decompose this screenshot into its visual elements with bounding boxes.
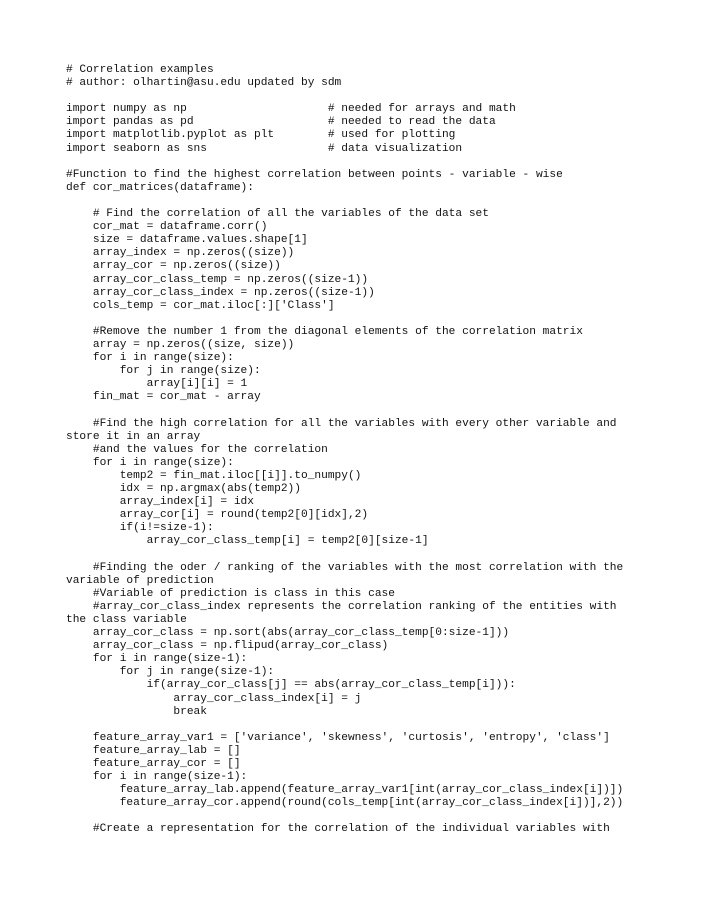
code-line: #array_cor_class_index represents the correlation ranking of the entities with — [66, 600, 617, 613]
code-line: for i in range(size): — [66, 456, 234, 469]
code-line: import numpy as np # needed for arrays and math — [66, 103, 516, 116]
code-line — [66, 810, 666, 823]
code-line: break — [66, 705, 207, 718]
code-line — [66, 195, 666, 208]
code-line: #Create a representation for the correlation of the individual variables with — [66, 823, 610, 836]
code-line: fin_mat = cor_mat - array — [66, 391, 261, 404]
code-line: feature_array_lab = [] — [66, 744, 241, 757]
code-line: feature_array_cor.append(round(cols_temp[int(array_cor_class_index[i])],2)) — [66, 797, 624, 810]
code-line: variable of prediction — [66, 574, 214, 587]
code-line: array = np.zeros((size, size)) — [66, 338, 295, 351]
code-line — [66, 90, 666, 103]
code-line: #Variable of prediction is class in this case — [66, 587, 395, 600]
code-line — [66, 313, 666, 326]
code-line: import pandas as pd # needed to read the data — [66, 116, 496, 129]
code-line: for i in range(size): — [66, 352, 234, 365]
code-line: temp2 = fin_mat.iloc[[i]].to_numpy() — [66, 469, 362, 482]
code-line: array_cor_class_index = np.zeros((size-1)) — [66, 286, 375, 299]
code-line: for j in range(size): — [66, 365, 261, 378]
code-line: # Find the correlation of all the variables of the data set — [66, 208, 489, 221]
code-line: array_cor_class_index[i] = j — [66, 692, 362, 705]
code-line: the class variable — [66, 613, 187, 626]
code-line — [66, 548, 666, 561]
code-line: #Remove the number 1 from the diagonal elements of the correlation matrix — [66, 325, 583, 338]
code-line: for i in range(size-1): — [66, 653, 248, 666]
code-line: if(array_cor_class[j] == abs(array_cor_class_temp[i])): — [66, 679, 516, 692]
code-line: idx = np.argmax(abs(temp2)) — [66, 483, 301, 495]
code-line: store it in an array — [66, 430, 201, 443]
code-line: import matplotlib.pyplot as plt # used for plotting — [66, 129, 456, 142]
code-line: feature_array_lab.append(feature_array_var1[int(array_cor_class_index[i])]) — [66, 784, 624, 797]
code-line: #and the values for the correlation — [66, 443, 328, 456]
code-line: array_index = np.zeros((size)) — [66, 247, 295, 260]
code-line: cor_mat = dataframe.corr() — [66, 221, 268, 234]
code-line: import seaborn as sns # data visualization — [66, 142, 463, 155]
code-line: #Function to find the highest correlation between points - variable - wise — [66, 168, 563, 181]
code-line — [66, 404, 666, 417]
code-line: size = dataframe.values.shape[1] — [66, 234, 308, 247]
code-line: array_cor = np.zeros((size)) — [66, 260, 281, 273]
code-line: #Find the high correlation for all the variables with every other variable and — [66, 417, 617, 430]
code-line: def cor_matrices(dataframe): — [66, 181, 254, 194]
code-line: array_index[i] = idx — [66, 496, 254, 509]
code-line: cols_temp = cor_mat.iloc[:]['Class'] — [66, 299, 335, 312]
code-line: array_cor_class_temp = np.zeros((size-1)) — [66, 273, 369, 286]
code-line: array_cor_class = np.sort(abs(array_cor_class_temp[0:size-1])) — [66, 627, 510, 640]
code-line: array_cor_class_temp[i] = temp2[0][size-1] — [66, 535, 429, 548]
code-line: for j in range(size-1): — [66, 666, 275, 679]
code-line: feature_array_cor = [] — [66, 757, 241, 770]
code-listing — [66, 64, 666, 837]
code-line: array[i][i] = 1 — [66, 378, 248, 391]
code-line: #Finding the oder / ranking of the variables with the most correlation with the — [66, 561, 624, 574]
code-line — [66, 719, 666, 732]
code-line — [66, 156, 666, 169]
code-line: array_cor_class = np.flipud(array_cor_class) — [66, 640, 389, 653]
code-line: # Correlation examples — [66, 64, 214, 76]
code-line: # author: olhartin@asu.edu updated by sdm — [66, 77, 342, 90]
code-line: for i in range(size-1): — [66, 771, 248, 784]
code-line: if(i!=size-1): — [66, 522, 214, 535]
code-line: feature_array_var1 = ['variance', 'skewness', 'curtosis', 'entropy', 'class'] — [66, 731, 610, 744]
code-line: array_cor[i] = round(temp2[0][idx],2) — [66, 509, 369, 522]
